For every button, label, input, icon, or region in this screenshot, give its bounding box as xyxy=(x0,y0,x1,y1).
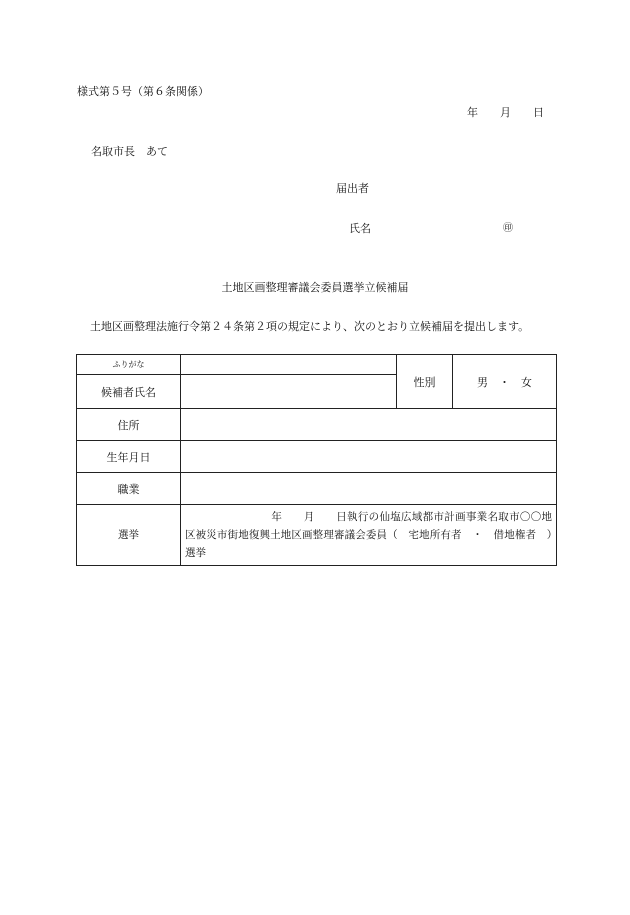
candidate-name-label: 候補者氏名 xyxy=(77,375,181,409)
election-field[interactable] xyxy=(181,505,557,566)
election-label: 選挙 xyxy=(77,505,181,566)
candidate-form-table xyxy=(76,354,557,566)
submitter-name-label: 氏名 xyxy=(349,222,371,235)
candidate-name-field[interactable] xyxy=(181,375,397,409)
birthdate-field[interactable] xyxy=(181,441,557,473)
election-text: 年 月 日執行の仙塩広域都市計画事業名取市〇〇地区被災市街地復興土地区画整理審議会委員（ 宅地所有者 ・ 借地権者 ）選挙 xyxy=(185,511,552,559)
furigana-label: ふりがな xyxy=(77,355,181,375)
submitter-label: 届出者 xyxy=(336,182,369,195)
address-label: 住所 xyxy=(77,409,181,441)
address-field[interactable] xyxy=(181,409,557,441)
occupation-label: 職業 xyxy=(77,473,181,505)
gender-label: 性別 xyxy=(397,355,453,409)
gender-options[interactable]: 男 ・ 女 xyxy=(453,355,557,409)
date-line: 年 月 日 xyxy=(467,106,544,119)
body-text: 土地区画整理法施行令第２４条第２項の規定により、次のとおり立候補届を提出します。 xyxy=(90,320,530,333)
form-number-label: 様式第５号（第６条関係） xyxy=(77,85,209,98)
birthdate-label: 生年月日 xyxy=(77,441,181,473)
occupation-field[interactable] xyxy=(181,473,557,505)
seal-icon: ㊞ xyxy=(503,223,513,234)
furigana-field[interactable] xyxy=(181,355,397,375)
document-title: 土地区画整理審議会委員選挙立候補届 xyxy=(221,281,409,294)
addressee: 名取市長 あて xyxy=(91,145,168,158)
